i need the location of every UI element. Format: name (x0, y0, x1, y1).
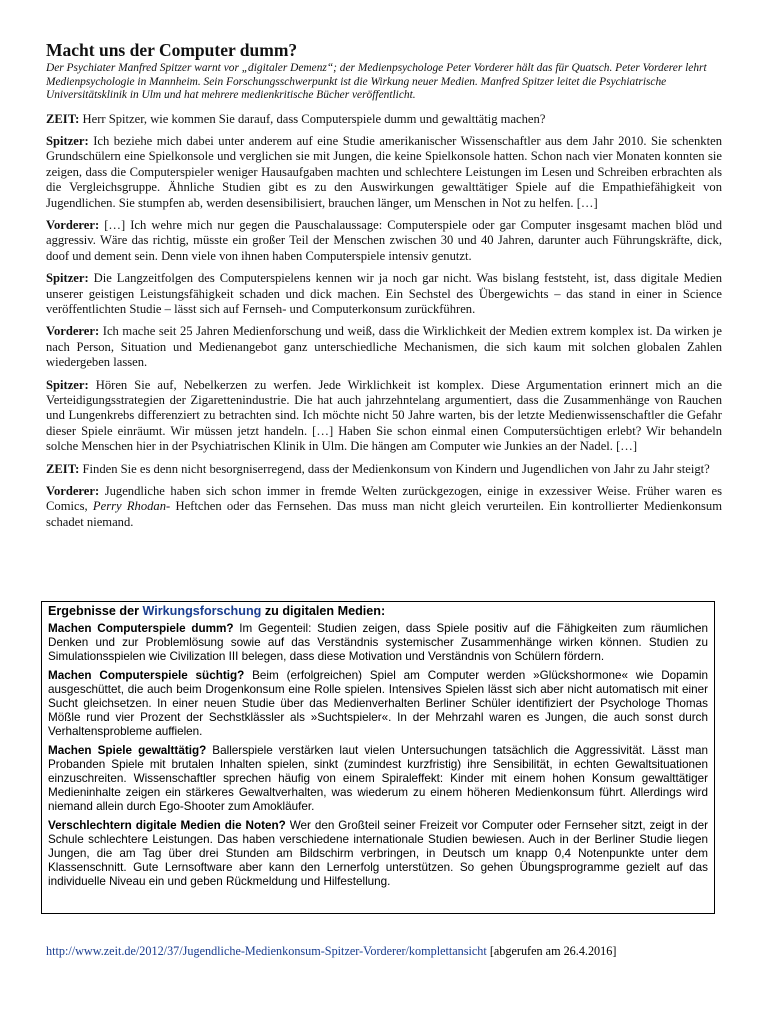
article-intro: Der Psychiater Manfred Spitzer warnt vor „digitaler Demenz“; der Medienpsychologe Peter Vorderer hält das für Quatsch. Peter Vorderer lehrt Medienpsychologie in Mannheim. Sein Forschungsschwerpunkt ist die Wirkung neuer Medien. Manfred Spitzer leitet die Psychiatrische Universitätsklinik in Ulm und hat mehrere medienkritische Bücher veröffentlicht. (46, 62, 707, 101)
paragraph-text: Hören Sie auf, Nebelkerzen zu werfen. Jede Wirklichkeit ist komplex. Diese Argumentation erinnert mich an die Verteidigungsstrategien der Zigarettenindustrie. Die hat auch jahrzehntelang argumentiert, dass die Zusammenhänge von Rauchen und Lungenkrebs differenziert zu betrachten sind. Ich möchte nicht 50 Jahre warten, bis der letzte Medienwissenschaftler die Gefahr dieser Spiele einräumt. Wir müssen jetzt handeln. […] Haben Sie schon einmal einen Computersüchtigen erlebt? Wir behandeln solche Menschen hier in der Psychiatrischen Klinik in Ulm. Die hängen am Computer wie Junkies an der Nadel. […] (46, 377, 722, 454)
box-item-heading: Machen Computerspiele süchtig? (48, 669, 245, 682)
speaker-label: Vorderer: (46, 324, 100, 339)
paragraph-text: […] Ich wehre mich nur gegen die Pauschalaussage: Computerspiele oder gar Computer insgesamt machen blöd und aggressiv. Wäre das richtig, müsste ein großer Teil der Menschen zwischen 30 und 40 Jahren, darunter auch Führungskräfte, dick, doof und dement sein. Denn viele von ihnen haben Computerspiele intensiv genutzt. (46, 217, 722, 263)
page-title: Macht uns der Computer dumm? (46, 40, 298, 60)
box-item-heading: Machen Computerspiele dumm? (48, 622, 234, 635)
speaker-label: Spitzer: (46, 271, 89, 286)
paragraph-text: Finden Sie es denn nicht besorgniserregend, dass der Medienkonsum von Kindern und Jugendlichen von Jahr zu Jahr steigt? (79, 461, 710, 476)
interview-paragraph (46, 462, 722, 477)
interview-paragraph (46, 484, 722, 530)
interview-paragraph (46, 324, 722, 370)
speaker-label: Spitzer: (46, 377, 89, 392)
box-item (48, 744, 708, 814)
box-title-text: Ergebnisse der (48, 604, 143, 618)
box-title-text: zu digitalen Medien: (261, 604, 386, 618)
paragraph-text: Die Langzeitfolgen des Computerspielens kennen wir ja noch gar nicht. Was bislang feststeht, ist, dass digitale Medien unserer geistigen Leistungsfähigkeit schaden und dick machen. Ein Sechstel des Übergewichts – das stand in einer in Science veröffentlichten Studie – lässt sich auf Fernseh- und Computerkonsum zurückführen. (46, 271, 722, 316)
speaker-label: Spitzer: (46, 133, 89, 148)
box-item-text: Wer den Großteil seiner Freizeit vor Computer oder Fernseher sitzt, zeigt in der Schule schlechtere Leistungen. Das haben verschiedene internationale Studien bewiesen. Auch in der Berliner Studie liegen Jungen, die am Tag über drei Stunden am Bildschirm verbringen, in Deutsch um knapp 0,4 Notenpunkte unter dem Klassenschnitt. Gute Lernsoftware aber kann den Lernerfolg unterstützen. So gehen Übungsprogramme gezielt auf das individuelle Niveau ein und geben Rückmeldung und Hilfestellung. (48, 819, 708, 888)
speaker-label: Vorderer: (46, 217, 100, 232)
access-date: [abgerufen am 26.4.2016] (486, 944, 617, 958)
paragraph-text: Jugendliche haben sich schon immer in fremde Welten zurückgezogen, einige in exzessiver Weise. Früher waren es Comics, (46, 484, 722, 514)
speaker-label: Vorderer: (46, 484, 100, 499)
research-results-box (41, 601, 715, 914)
box-item-text: Ballerspiele verstärken laut vielen Untersuchungen tatsächlich die Aggressivität. Lässt man Probanden Spiele mit brutalen Inhalten spielen, sinkt (zumindest kurzfristig) ihre Sensibilität, in echten Gewaltsituationen einzuschreiten. Wissenschaftler sprechen häufig von einem Spiraleffekt: Kinder mit einem hohen Konsum gewalttätiger Medieninhalte zeigen ein stärkeres Gewaltverhalten, was wiederum zu einem höheren Medienkonsum führt. Allerdings wird niemand allein durch Ego-Shooter zum Amokläufer. (48, 744, 708, 813)
box-item-heading: Machen Spiele gewalttätig? (48, 744, 207, 757)
italic-title: Perry Rhodan (92, 499, 167, 514)
interview-paragraph (46, 218, 722, 264)
box-item (48, 622, 708, 664)
article (46, 40, 722, 537)
speaker-label: ZEIT: (46, 111, 80, 126)
source-link[interactable]: http://www.zeit.de/2012/37/Jugendliche-Medienkonsum-Spitzer-Vorderer/komplettansicht (46, 944, 487, 958)
speaker-label: ZEIT: (46, 461, 80, 476)
paragraph-text: - Heftchen oder das Fernsehen. Das muss man nicht gleich verurteilen. Ein kontrollierter Medienkonsum schadet niemand. (46, 499, 723, 529)
box-item (48, 819, 708, 889)
paragraph-text: Ich mache seit 25 Jahren Medienforschung und weiß, dass die Wirklichkeit der Medien extrem komplex ist. Da wirken je nach Person, Situation und Medienangebot ganz unterschiedliche Mechanismen, die sich kaum mit solchen globalen Zahlen wiedergeben lassen. (46, 324, 722, 370)
interview-paragraph (46, 378, 722, 455)
paragraph-text: Herr Spitzer, wie kommen Sie darauf, dass Computerspiele dumm und gewalttätig machen? (79, 111, 546, 126)
wirkungsforschung-link[interactable]: Wirkungsforschung (142, 604, 262, 618)
source-line (46, 944, 616, 959)
box-item-heading: Verschlechtern digitale Medien die Noten? (48, 819, 286, 832)
box-item-text: Im Gegenteil: Studien zeigen, dass Spiele positiv auf die Fähigkeiten zum räumlichen Denken und zur Problemlösung sowie auf das Verständnis systemischer Zusammenhänge wirken können. Studien zu Simulationsspielen wie Civilization III belegen, dass diese Motivation und Verständnis von Schülern fördern. (48, 622, 708, 663)
box-item (48, 669, 708, 739)
paragraph-text: Ich beziehe mich dabei unter anderem auf eine Studie amerikanischer Wissenschaftler aus dem Jahr 2010. Sie schenkten Grundschülern eine Spielkonsole und verglichen sie mit Jungen, die keine Spielkonsole hatten. Schon nach vier Monaten konnten sie zeigen, dass die Computerspieler weniger Hausaufgaben machten und schlechtere Leistungen im Lesen und Schreiben erbrachten als die Vergleichsgruppe. Ähnliche Studien gibt es zu den Auswirkungen gewalttätiger Spiele auf die Empathiefähigkeit von Jugendlichen. Sie stumpfen ab, werden desensibilisiert, brauchen länger, um Menschen in Not zu helfen. […] (46, 133, 722, 210)
interview-paragraph (46, 271, 722, 317)
box-item-text: Beim (erfolgreichen) Spiel am Computer werden »Glückshormone« wie Dopamin ausgeschüttet, die auch beim Drogenkonsum eine Rolle spielen. Intensives Spielen lässt sich aber nicht automatisch mit einer Sucht gleichsetzen. In einer neuen Studie über das Medienverhalten Berliner Schüler identifiziert der Psychologe Thomas Mößle rund vier Prozent der Sechstklässler als »Suchtspieler«. In der Mehrzahl waren es Jungen, die auch sonst durch Verhaltensprobleme auffielen. (48, 669, 709, 738)
box-title (48, 604, 708, 619)
interview-paragraph (46, 112, 722, 127)
interview-paragraph (46, 134, 722, 211)
